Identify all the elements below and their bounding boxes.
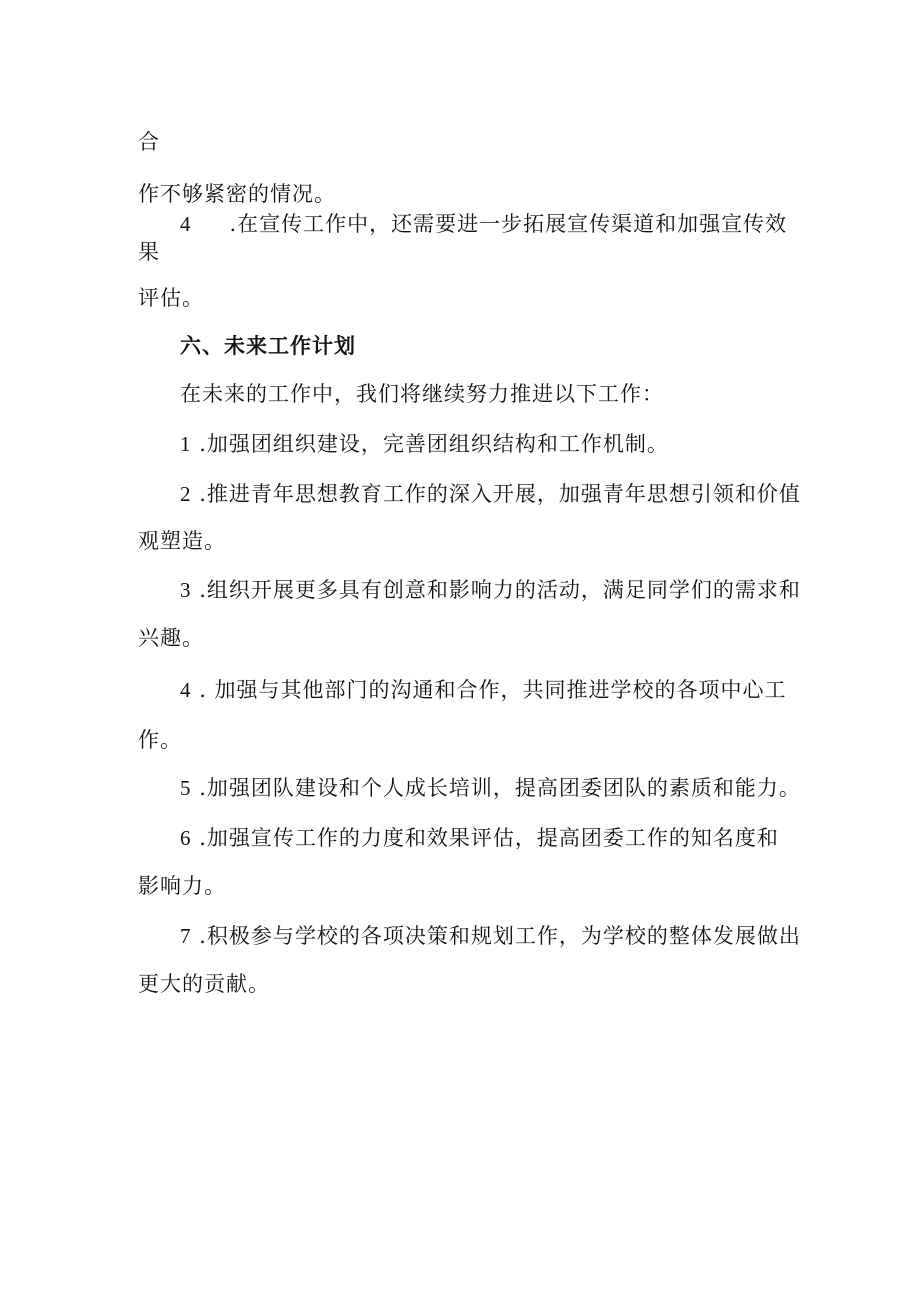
list-text: .加强团组织建设，完善团组织结构和工作机制。 [199,432,669,456]
section-heading: 六、未来工作计划 [180,334,356,358]
list-number: 4 [180,678,192,702]
list-item-prev-4 [180,210,787,238]
list-item-1 [180,430,669,458]
text-line: 更大的贡献。 [138,972,270,996]
list-number: 4 [180,212,192,236]
text-line: 作。 [138,728,182,752]
list-item-3 [180,576,801,604]
text-line: 合 [138,130,160,154]
text-line: 观塑造。 [138,529,226,553]
list-number: 7 [180,924,192,948]
list-text: .在宣传工作中，还需要进一步拓展宣传渠道和加强宣传效 [229,212,788,236]
list-text: .积极参与学校的各项决策和规划工作，为学校的整体发展做出 [199,924,801,948]
list-text: .加强宣传工作的力度和效果评估，提高团委工作的知名度和 [199,826,779,850]
list-item-2 [180,480,801,508]
list-text: .加强团队建设和个人成长培训，提高团委团队的素质和能力。 [199,776,801,800]
text-line: 评估。 [138,286,204,310]
list-item-6 [180,824,779,852]
list-item-5 [180,774,801,802]
list-text: . 加强与其他部门的沟通和合作，共同推进学校的各项中心工 [199,678,787,702]
text-line: 影响力。 [138,874,226,898]
list-item-4 [180,676,787,704]
list-item-7 [180,922,801,950]
paragraph: 在未来的工作中，我们将继续努力推进以下工作： [180,382,664,406]
list-number: 2 [180,482,192,506]
list-number: 1 [180,432,192,456]
list-number: 6 [180,826,192,850]
text-line: 作不够紧密的情况。 [138,182,336,206]
list-text: .推进青年思想教育工作的深入开展，加强青年思想引领和价值 [199,482,801,506]
list-text: .组织开展更多具有创意和影响力的活动，满足同学们的需求和 [199,578,801,602]
list-number: 3 [180,578,192,602]
list-number: 5 [180,776,192,800]
text-line: 果 [138,240,160,264]
text-line: 兴趣。 [138,626,204,650]
